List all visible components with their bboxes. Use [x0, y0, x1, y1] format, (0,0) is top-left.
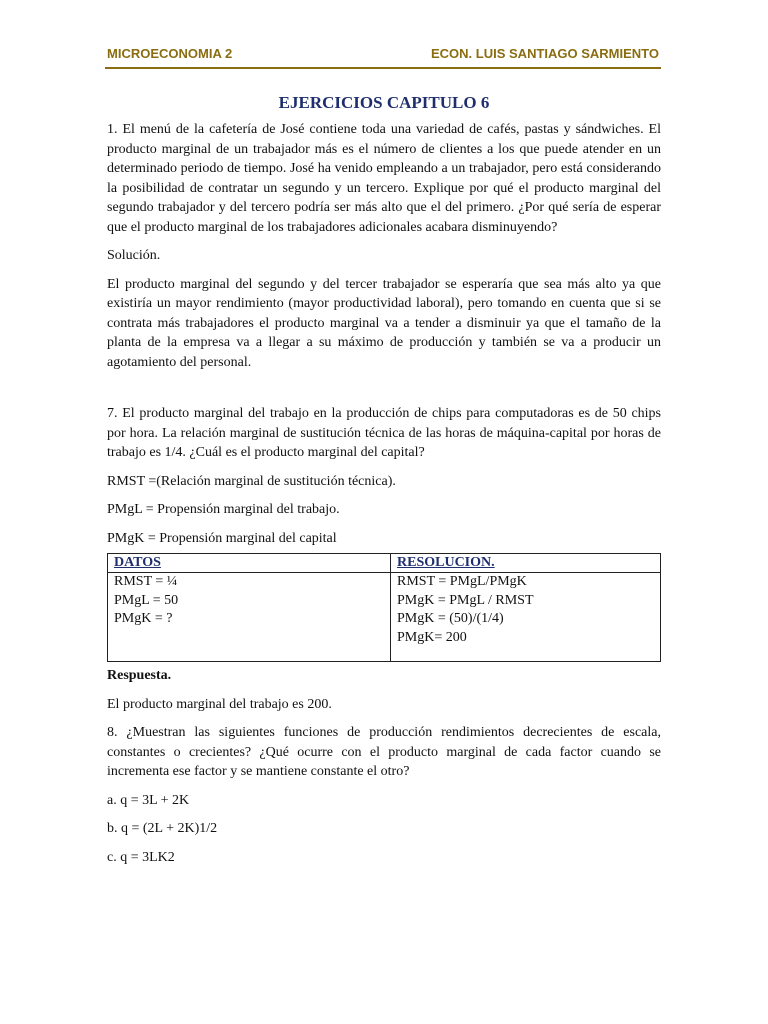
exercise-7-question: 7. El producto marginal del trabajo en la producción de chips para computadoras es de 50 chips por hora. La relación marginal de sustitución técnica de las horas de máquina-capital por horas de trabajo es 1/4. ¿Cuál es el producto marginal del capital? — [107, 406, 661, 460]
exercise-8-item-c: c. q = 3LK2 — [107, 849, 175, 865]
datos-line: RMST = ¼ — [114, 574, 178, 589]
definition-pmgl: PMgL = Propensión marginal del trabajo. — [107, 502, 340, 517]
exercise-7-answer-label: Respuesta. — [107, 668, 172, 683]
header-course: MICROECONOMIA 2 — [107, 46, 233, 61]
calculation-table — [107, 553, 661, 662]
page-title: EJERCICIOS CAPITULO 6 — [278, 93, 490, 112]
resolucion-line: PMgK = (50)/(1/4) — [397, 611, 504, 626]
definition-pmgk: PMgK = Propensión marginal del capital — [107, 530, 337, 546]
exercise-8-item-b: b. q = (2L + 2K)1/2 — [107, 821, 218, 836]
table-header-resolucion: RESOLUCION. — [391, 554, 661, 573]
document-body — [107, 93, 661, 876]
resolucion-line: PMgK = PMgL / RMST — [397, 592, 534, 608]
page-header — [107, 46, 659, 61]
datos-line: PMgK = ? — [114, 611, 173, 626]
datos-cell — [108, 573, 391, 662]
resolucion-line: PMgK= 200 — [397, 629, 467, 645]
resolucion-cell — [391, 573, 661, 662]
exercise-8-question: 8. ¿Muestran las siguientes funciones de producción rendimientos decrecientes de escala, constantes o crecientes? ¿Qué ocurre con el producto marginal de cada factor cuando se incrementa ese factor y se mantiene constante el otro? — [107, 725, 661, 779]
exercise-7-answer: El producto marginal del trabajo es 200. — [107, 696, 332, 712]
definition-rmst: RMST =(Relación marginal de sustitución técnica). — [107, 473, 396, 489]
header-author: ECON. LUIS SANTIAGO SARMIENTO — [431, 46, 659, 61]
resolucion-line: RMST = PMgL/PMgK — [397, 574, 527, 589]
header-rule — [105, 67, 661, 69]
table-header-datos: DATOS — [108, 554, 391, 573]
exercise-1-question: 1. El menú de la cafetería de José contiene toda una variedad de cafés, pastas y sándwiches. El producto marginal de un trabajador más es el número de clientes a los que puede atender en un determinado periodo de tiempo. José ha venido empleando a un trabajador, pero está considerando la posibilidad de contratar un segundo y un tercero. Explique por qué el producto marginal del segundo trabajador y del tercero podría ser más alto que el del primero. ¿Por qué sería de esperar que el producto marginal de los trabajadores adicionales acabara disminuyendo? — [107, 122, 661, 235]
exercise-1-solution-label: Solución. — [107, 248, 161, 263]
exercise-8-item-a: a. q = 3L + 2K — [107, 792, 190, 808]
datos-line: PMgL = 50 — [114, 592, 179, 608]
exercise-1-solution: El producto marginal del segundo y del tercer trabajador se esperaría que sea más alto ya que existiría un mayor rendimiento (mayor productividad laboral), pero tomando en cuenta que si se contrata más trabajadores el producto marginal va a tender a disminuir ya que el tamaño de la planta de la empresa va a llegar a su máximo de producción y también se va a producir un agotamiento del personal. — [107, 276, 661, 370]
